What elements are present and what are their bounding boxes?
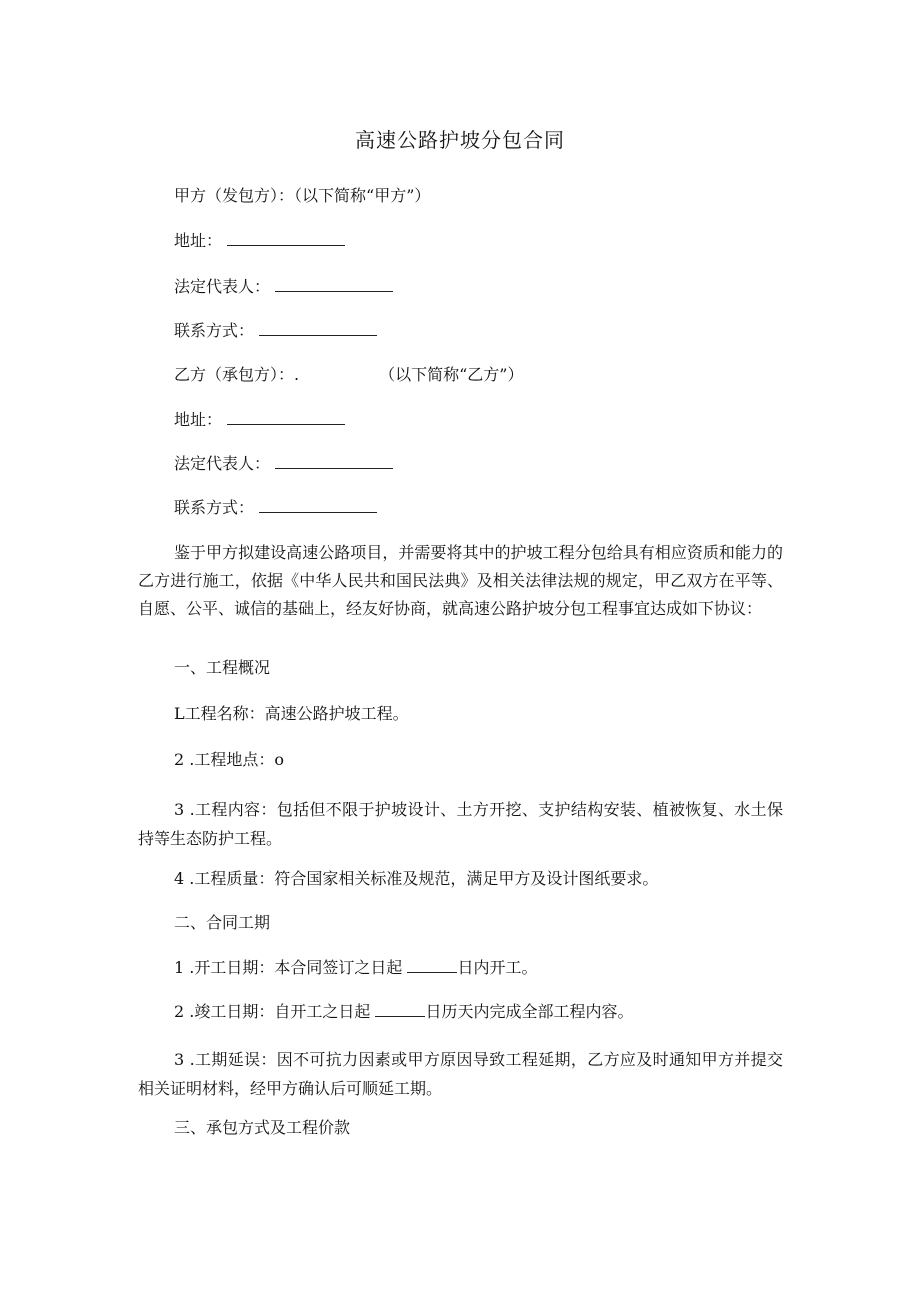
party-b-label: 乙方（承包方）：.	[174, 365, 300, 384]
party-b-rep-label: 法定代表人：	[174, 454, 271, 473]
party-a-address-label: 地址：	[174, 231, 223, 250]
section-2-heading: 二、合同工期	[174, 913, 271, 932]
party-a-label: 甲方（发包方）：	[174, 186, 295, 205]
start-date-suffix: 日内开工。	[457, 958, 538, 977]
party-b-address-blank	[227, 410, 345, 425]
party-a-representative	[174, 276, 393, 298]
section-1-item-2: 2 .工程地点：o	[174, 750, 284, 769]
section-2-item-2	[174, 1001, 633, 1023]
party-b-address	[174, 409, 345, 431]
section-3-heading: 三、承包方式及工程价款	[174, 1118, 351, 1137]
party-a-contact-blank	[259, 321, 377, 336]
start-date-text: 1 .开工日期：本合同签订之日起	[174, 958, 403, 977]
section-1-item-1: L工程名称：高速公路护坡工程。	[174, 704, 409, 723]
party-b-contact-label: 联系方式：	[174, 498, 255, 517]
section-1-item-4: 4 .工程质量：符合国家相关标准及规范，满足甲方及设计图纸要求。	[174, 869, 659, 888]
party-a-note: （以下简称“甲方”）	[294, 186, 431, 205]
section-1-item-3: 3 .工程内容：包括但不限于护坡设计、土方开挖、支护结构安装、植被恢复、水土保持等生态防护工程。	[138, 800, 783, 848]
start-date-blank	[407, 958, 457, 973]
party-b-rep-blank	[275, 454, 393, 469]
preamble-paragraph: 鉴于甲方拟建设高速公路项目，并需要将其中的护坡工程分包给具有相应资质和能力的乙方进行施工，依据《中华人民共和国民法典》及相关法律法规的规定，甲乙双方在平等、自愿、公平、诚信的基础上，经友好协商，就高速公路护坡分包工程事宜达成如下协议：	[138, 543, 783, 618]
party-a-contact	[174, 320, 377, 342]
party-a-header	[174, 185, 430, 207]
section-2-item-3: 3 .工期延误：因不可抗力因素或甲方原因导致工程延期，乙方应及时通知甲方并提交相关证明材料，经甲方确认后可顺延工期。	[138, 1050, 783, 1098]
party-b-contact	[174, 497, 377, 519]
party-b-address-label: 地址：	[174, 410, 223, 429]
party-a-rep-label: 法定代表人：	[174, 277, 271, 296]
party-a-contact-label: 联系方式：	[174, 321, 255, 340]
party-b-note: （以下简称“乙方”）	[379, 365, 524, 384]
party-b-representative	[174, 453, 393, 475]
party-b-contact-blank	[259, 498, 377, 513]
party-a-rep-blank	[275, 277, 393, 292]
section-2-item-1	[174, 957, 537, 979]
party-a-address-blank	[227, 231, 345, 246]
completion-date-suffix: 日历天内完成全部工程内容。	[425, 1002, 634, 1021]
party-b-header	[174, 364, 523, 386]
completion-date-text: 2 .竣工日期：自开工之日起	[174, 1002, 371, 1021]
document-title: 高速公路护坡分包合同	[355, 128, 565, 152]
completion-date-blank	[375, 1002, 425, 1017]
section-1-heading: 一、工程概况	[174, 658, 271, 677]
party-a-address	[174, 230, 345, 252]
